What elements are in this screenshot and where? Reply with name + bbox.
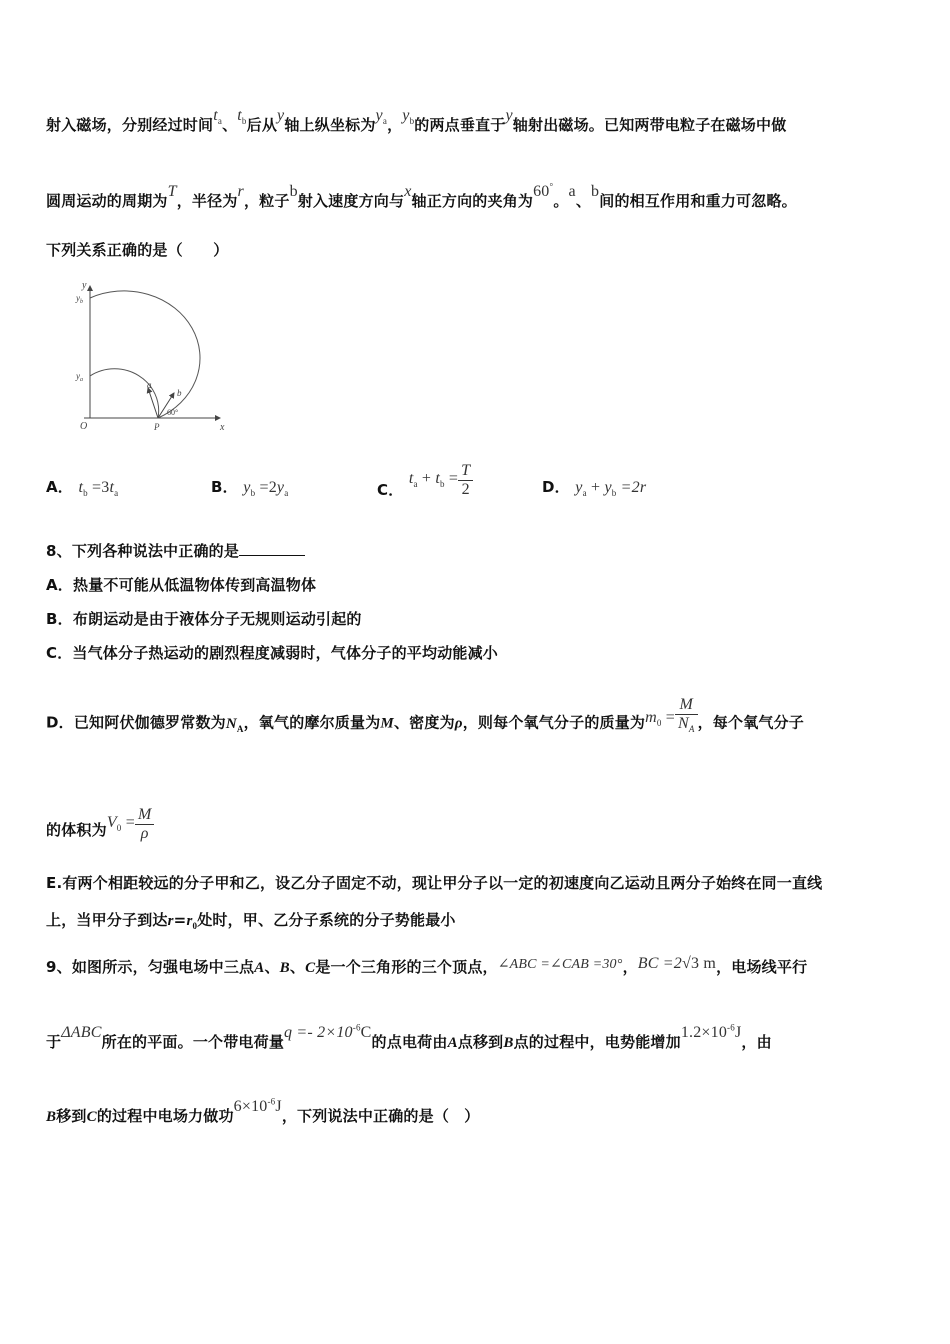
math-y: y xyxy=(505,107,513,124)
math-x: x xyxy=(404,183,412,200)
math-V0: $V_0$ = xyxy=(106,814,135,834)
b-label: b xyxy=(177,388,182,398)
q7-text: 轴正方向的夹角为 xyxy=(411,192,534,210)
ya-label: $y_a$ xyxy=(76,371,83,383)
q9-line2: 于ΔABC所在的平面。一个带电荷量$q =- 2\times 10^{-6}C$的点电荷由A点移到B点的过程中，电势能增加$1.2\times 10^{-6}J$，由 xyxy=(46,1022,772,1051)
math: $t_a + t_b$ = xyxy=(408,470,459,490)
q7-text: 。 xyxy=(553,192,569,210)
q7-text: 、 xyxy=(222,116,238,134)
q7-text: 后从 xyxy=(246,116,278,134)
option-d[interactable]: D． $y_a + y_b =2r$ xyxy=(542,478,647,499)
q8-option-b[interactable]: B．布朗运动是由于液体分子无规则运动引起的 xyxy=(46,610,362,628)
q9-line1: 9、如图所示，匀强电场中三点A、B、C是一个三角形的三个顶点，∠ABC =∠CAB =30°，BC =2√3 m，电场线平行 xyxy=(46,955,808,976)
math-b: b xyxy=(289,183,298,200)
q8-option-e[interactable]: E.有两个相距较远的分子甲和乙，设乙分子固定不动，现让甲分子以一定的初速度向乙运动且两分子始终在同一直线 xyxy=(46,874,823,892)
q7-text: 轴上纵坐标为 xyxy=(284,116,376,134)
option-c[interactable]: C． $t_a + t_b$ = $\frac{T}{2}$ xyxy=(377,456,473,493)
math-r: r xyxy=(237,183,244,200)
q7-line3: 下列关系正确的是（ ） xyxy=(46,241,229,259)
q7-text: 射入速度方向与 xyxy=(297,192,405,210)
math-r0: $r_0$ xyxy=(186,913,198,931)
math: $y_a + y_b =2r$ xyxy=(575,479,647,499)
q8-option-d-line2: 的体积为$V_0$ = $\frac{M}{\rho}$ xyxy=(46,812,154,849)
q8-option-d[interactable]: D．已知阿伏伽德罗常数为$N_A$，氧气的摩尔质量为M、密度为ρ，则每个氧气分子的质量为$m_0$ = $\frac{M}{N_A}$ ，每个氧气分子 xyxy=(46,702,804,744)
math-work: $6\times 10^{-6}J$ xyxy=(233,1096,282,1115)
arc-a xyxy=(90,369,159,418)
y-axis-label: y xyxy=(82,280,87,291)
arc-b xyxy=(90,291,200,418)
math-angles: ∠ABC =∠CAB =30° xyxy=(497,957,623,972)
x-axis-label: x xyxy=(220,422,225,433)
option-a[interactable]: A． $t_b =3t_a$ xyxy=(46,478,119,499)
q7-text: 的两点垂直于 xyxy=(414,116,506,134)
math-triangle: ΔABC xyxy=(61,1024,102,1041)
math: $y_b =2y_a$ xyxy=(243,479,289,499)
fraction: $\frac{M}{N_A}$ xyxy=(675,696,698,738)
velocity-a-arrow xyxy=(148,388,158,418)
q7-text: 间的相互作用和重力可忽略。 xyxy=(599,192,797,210)
p-label: P xyxy=(154,422,160,432)
math-ta: $t_a$ xyxy=(213,107,223,127)
math-NA: $N_A$ xyxy=(225,715,244,734)
answer-blank[interactable] xyxy=(239,555,305,556)
option-b[interactable]: B． $y_b =2y_a$ xyxy=(211,478,289,499)
math-rho: ρ xyxy=(454,715,463,732)
q7-line1 xyxy=(46,107,787,136)
math-m0: $m_0$ = xyxy=(645,708,676,728)
q8-option-e-line2: 上，当甲分子到达$r=r_0$处时，甲、乙分子系统的分子势能最小 xyxy=(46,911,456,931)
math-charge: $q =- 2\times 10^{-6}C$ xyxy=(284,1022,372,1041)
q7-text: 圆周运动的周期为 xyxy=(46,192,168,210)
q7-text: ，粒子 xyxy=(243,192,290,210)
q8-option-c[interactable]: C．当气体分子热运动的剧烈程度减弱时，气体分子的平均动能减小 xyxy=(46,644,499,662)
q8-option-a[interactable]: A．热量不可能从低温物体传到高温物体 xyxy=(46,576,317,594)
math-a: a xyxy=(568,183,576,200)
math-tb: $t_b$ xyxy=(237,107,247,127)
q7-text: 射入磁场，分别经过时间 xyxy=(46,116,214,134)
math-ya: $y_a$ xyxy=(375,107,388,127)
math-T: T xyxy=(167,183,177,200)
q7-text: 、 xyxy=(575,192,592,210)
math-angle: 60° xyxy=(533,181,554,200)
q7-text: ， xyxy=(387,116,403,134)
math-M: M xyxy=(380,715,394,732)
math-r: r xyxy=(167,913,174,929)
math-y: y xyxy=(277,107,285,124)
fraction: $\frac{M}{\rho}$ xyxy=(135,806,155,843)
fraction: $\frac{T}{2}$ xyxy=(458,462,473,499)
math-yb: $y_b$ xyxy=(402,107,415,127)
magnetic-field-figure xyxy=(70,278,230,438)
angle-label: 60° xyxy=(167,408,179,417)
math-b: b xyxy=(591,183,600,200)
math-energy: $1.2\times 10^{-6}J$ xyxy=(680,1022,742,1041)
math: $t_b =3t_a$ xyxy=(78,479,119,499)
q8-stem: 8、下列各种说法中正确的是 xyxy=(46,540,305,561)
q7-line2 xyxy=(46,181,797,211)
a-label: a xyxy=(147,380,152,390)
yb-label: $y_b$ xyxy=(76,293,83,305)
q7-text: ，半径为 xyxy=(176,192,238,210)
math-bc: BC =2√3 m xyxy=(637,955,717,972)
q7-text: 轴射出磁场。已知两带电粒子在磁场中做 xyxy=(512,116,787,134)
q9-line3: B移到C的过程中电场力做功$6\times 10^{-6}J$，下列说法中正确的是（ ） xyxy=(46,1096,480,1125)
origin-label: O xyxy=(80,421,88,432)
